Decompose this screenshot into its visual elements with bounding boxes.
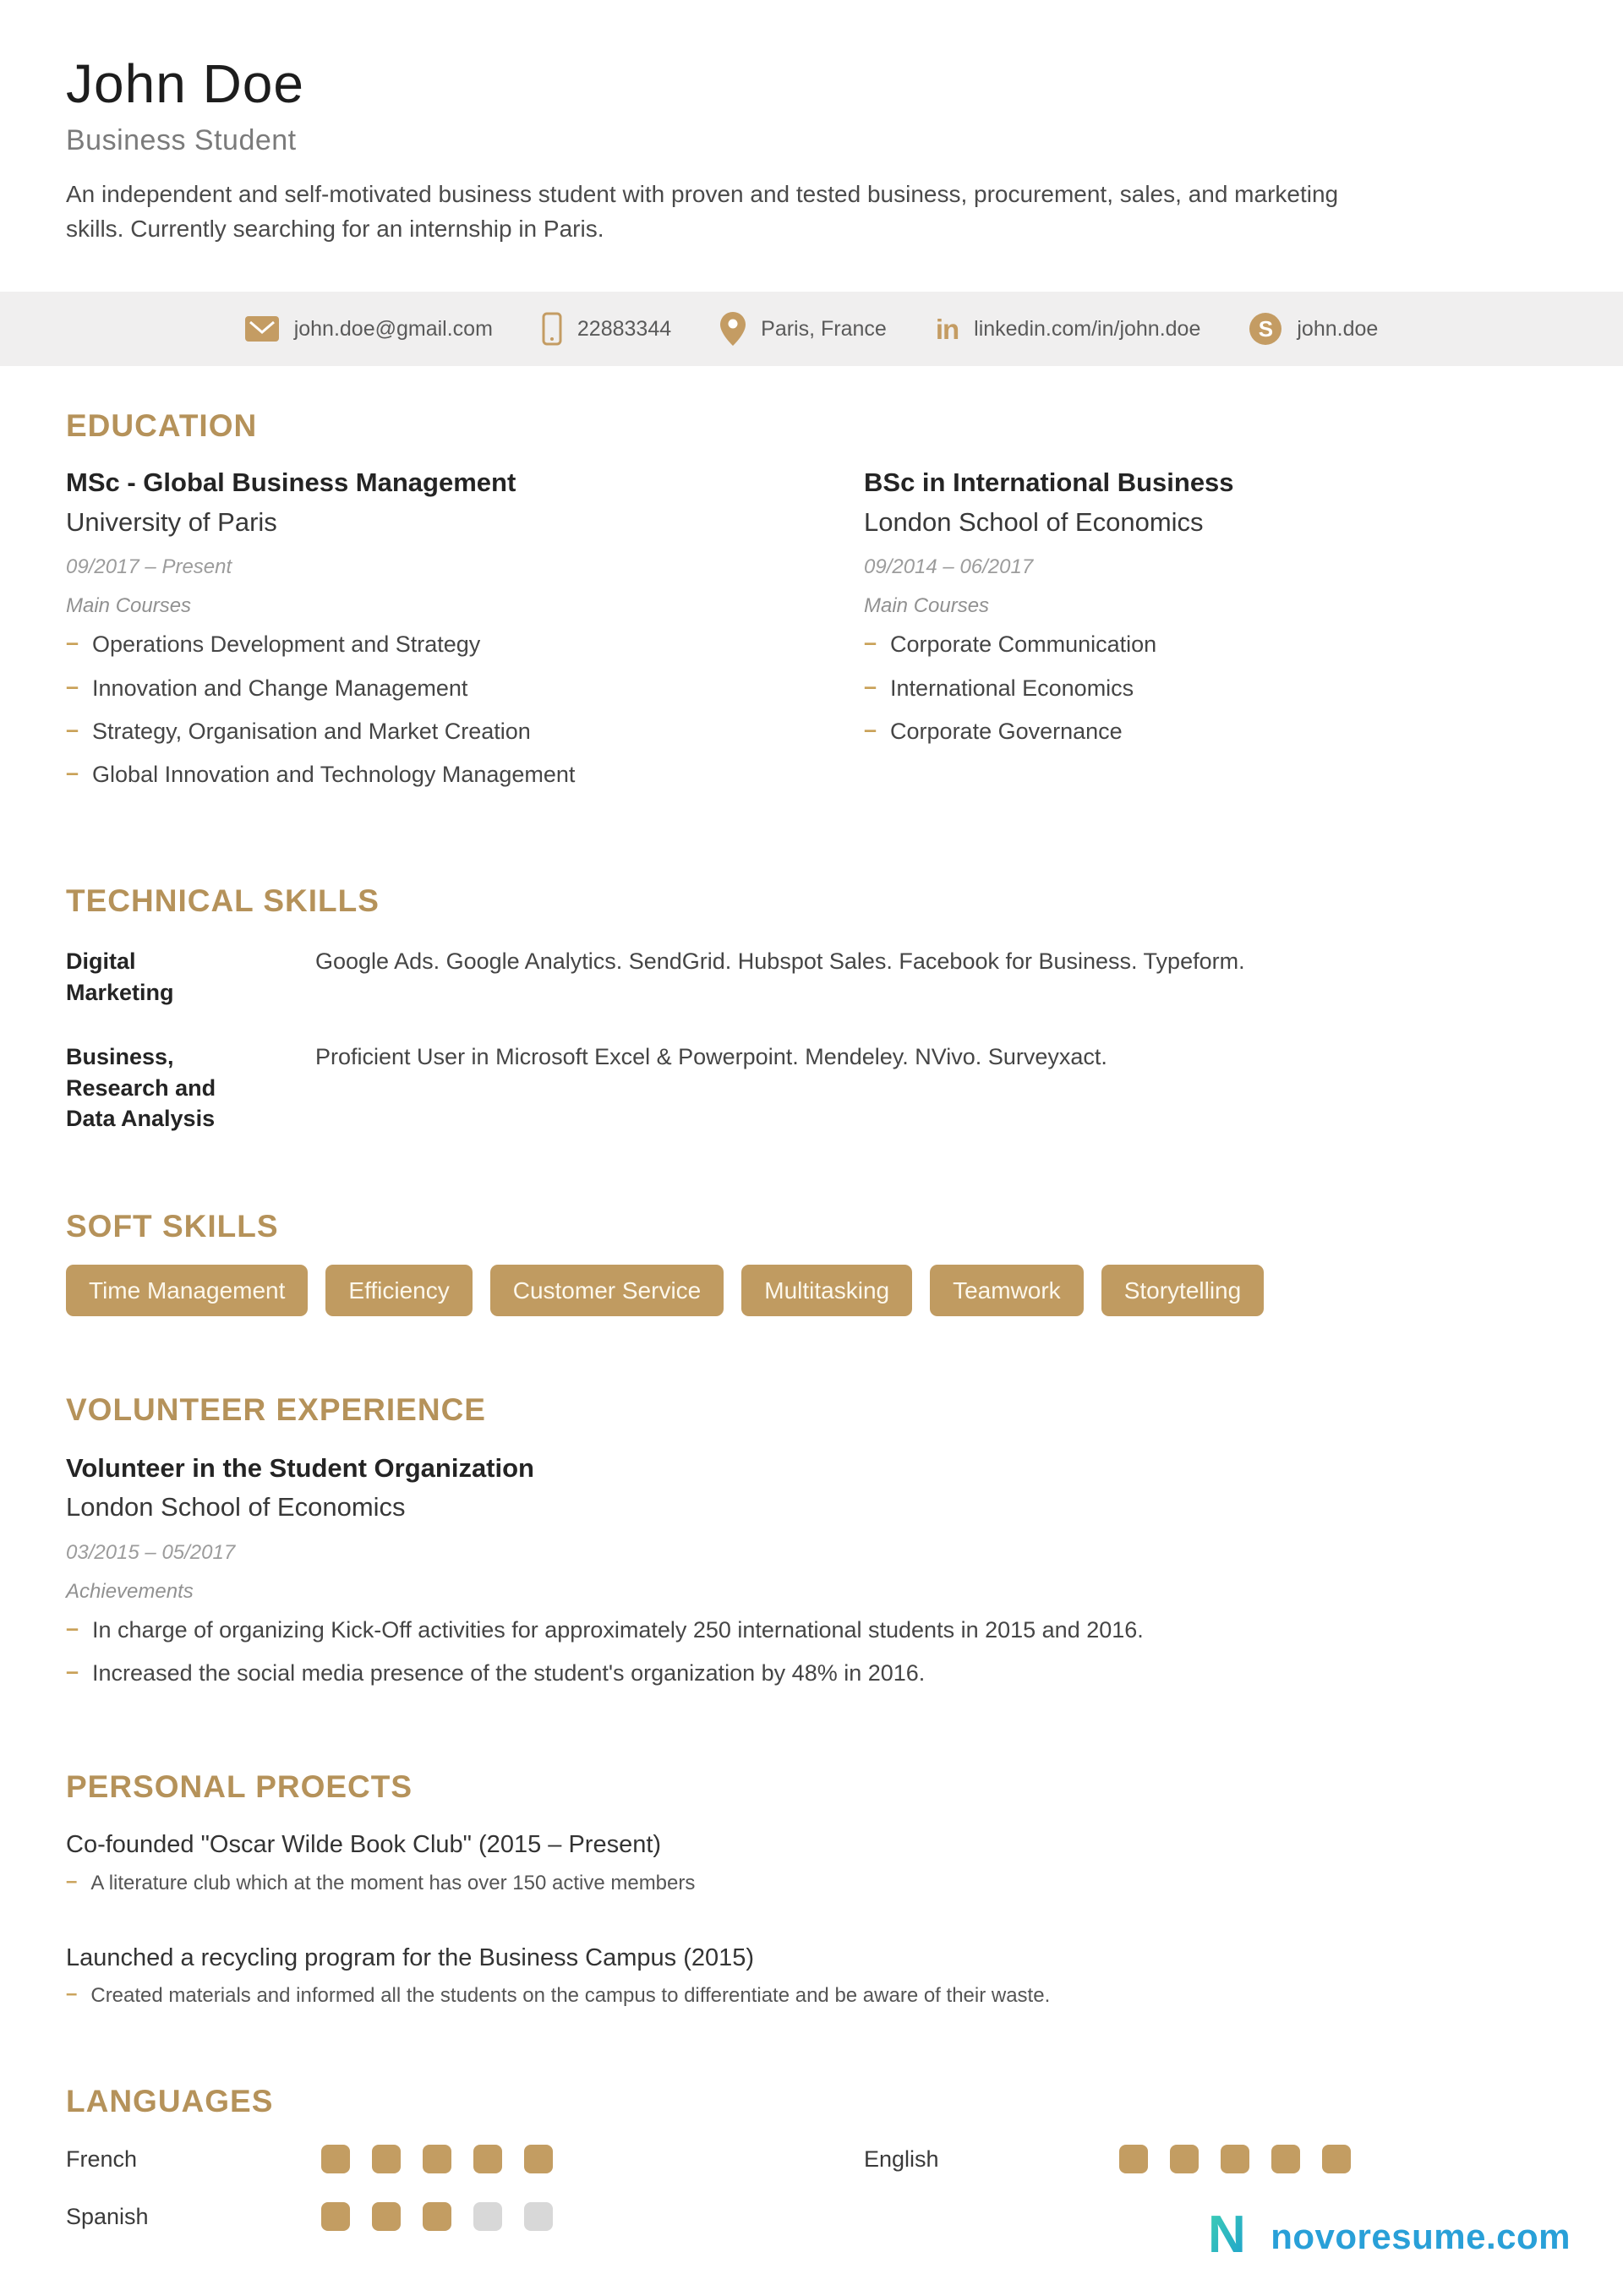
- language-name: English: [864, 2146, 939, 2172]
- language-name: French: [66, 2146, 138, 2172]
- achievement-text: – In charge of organizing Kick-Off activities for approximately 250 international students in 2015 and 2016.: [92, 1617, 1144, 1643]
- project-details: [66, 1870, 1557, 1896]
- email-icon: [245, 316, 279, 342]
- job-title: Business Student: [66, 124, 297, 157]
- achievements-label: Achievements: [66, 1580, 194, 1604]
- novoresume-wordmark: novoresume.com: [1271, 2216, 1571, 2256]
- course-text: – Corporate Communication: [890, 631, 1157, 658]
- linkedin-icon: in: [935, 313, 959, 345]
- volunteer-org: London School of Economics: [66, 1492, 406, 1522]
- list-item: [864, 674, 1557, 703]
- skill-badge: Storytelling: [1101, 1265, 1265, 1316]
- skill-category: Digital Marketing: [66, 948, 174, 1005]
- language-level-square: [1322, 2145, 1351, 2173]
- section-soft-skills: [66, 1209, 1557, 1317]
- education-columns: [66, 467, 1557, 803]
- skill-detail: Proficient User in Microsoft Excel & Powerpoint. Mendeley. NVivo. Surveyxact.: [315, 1044, 1107, 1070]
- novoresume-logo[interactable]: [1206, 2208, 1571, 2265]
- school-name: University of Paris: [66, 506, 277, 537]
- skype-icon: S: [1249, 313, 1281, 345]
- project-title: Co-founded "Oscar Wilde Book Club" (2015 – Present): [66, 1830, 662, 1858]
- list-item: [66, 1659, 1557, 1688]
- list-item: [864, 630, 1557, 659]
- list-item: [864, 717, 1557, 746]
- date-range: 09/2014 – 06/2017: [864, 555, 1034, 579]
- contact-linkedin[interactable]: [936, 315, 1201, 343]
- date-range: 03/2015 – 05/2017: [66, 1541, 236, 1565]
- soft-skills-heading: SOFT SKILLS: [66, 1208, 279, 1244]
- course-text: – Operations Development and Strategy: [92, 631, 481, 658]
- skill-badge: Teamwork: [930, 1265, 1084, 1316]
- skill-badge: Customer Service: [490, 1265, 724, 1316]
- technical-skills-rows: [66, 946, 1557, 1134]
- contact-email[interactable]: [245, 316, 493, 342]
- project-detail-text: – A literature club which at the moment has over 150 active members: [90, 1871, 696, 1894]
- language-row: [66, 2202, 864, 2231]
- education-entry: [864, 467, 1557, 803]
- svg-text:N: N: [1208, 2208, 1246, 2260]
- contact-skype[interactable]: [1249, 313, 1378, 345]
- list-item: [66, 717, 864, 746]
- language-level-square: [473, 2202, 502, 2231]
- header: [0, 0, 1623, 246]
- projects-heading: PERSONAL PROECTS: [66, 1769, 413, 1805]
- school-name: London School of Economics: [864, 506, 1204, 537]
- section-education: [66, 408, 1557, 802]
- courses-label: Main Courses: [66, 594, 192, 618]
- volunteer-heading: VOLUNTEER EXPERIENCE: [66, 1392, 486, 1428]
- language-level-square: [1170, 2145, 1199, 2173]
- course-text: – International Economics: [890, 675, 1134, 701]
- section-personal-projects: [66, 1769, 1557, 2009]
- courses-label: Main Courses: [864, 594, 990, 618]
- contact-location-label: Paris, France: [761, 316, 887, 341]
- skill-badge: Multitasking: [741, 1265, 912, 1316]
- course-text: – Innovation and Change Management: [92, 675, 468, 701]
- project-details: [66, 1982, 1557, 2009]
- list-item: [66, 1615, 1557, 1645]
- skill-category: Business, Research and Data Analysis: [66, 1044, 216, 1132]
- skill-row: [66, 946, 1557, 1008]
- volunteer-title: Volunteer in the Student Organization: [66, 1452, 534, 1483]
- courses-list: [864, 630, 1557, 746]
- education-heading: EDUCATION: [66, 408, 258, 444]
- list-item: [66, 630, 864, 659]
- language-row: [864, 2145, 1557, 2173]
- skill-badge: Time Management: [66, 1265, 308, 1316]
- list-item: [66, 674, 864, 703]
- courses-list: [66, 630, 864, 789]
- section-technical-skills: [66, 883, 1557, 1134]
- section-volunteer: [66, 1392, 1557, 1688]
- language-level-square: [1271, 2145, 1300, 2173]
- skill-row: [66, 1041, 1557, 1134]
- list-item: [66, 760, 864, 790]
- language-row: [66, 2145, 864, 2173]
- achievements-list: [66, 1615, 1557, 1688]
- contact-location[interactable]: [720, 312, 887, 346]
- language-level-square: [1119, 2145, 1148, 2173]
- course-text: – Global Innovation and Technology Management: [92, 761, 576, 787]
- languages-left-column: [66, 2145, 864, 2231]
- language-level: [321, 2202, 864, 2231]
- language-level-square: [1221, 2145, 1249, 2173]
- skill-detail: Google Ads. Google Analytics. SendGrid. Hubspot Sales. Facebook for Business. Typeform.: [315, 948, 1245, 975]
- course-text: – Corporate Governance: [890, 718, 1123, 744]
- language-name: Spanish: [66, 2203, 149, 2229]
- language-level-square: [423, 2202, 451, 2231]
- language-level: [321, 2145, 864, 2173]
- contact-phone[interactable]: [542, 312, 671, 346]
- contact-skype-label: john.doe: [1297, 316, 1379, 341]
- summary-text: An independent and self-motivated business student with proven and tested business, procurement, sales, and marketing skills. Currently searching for an internship in Paris.: [66, 181, 1339, 242]
- language-level-square: [524, 2202, 553, 2231]
- phone-icon: [542, 312, 562, 346]
- course-text: – Strategy, Organisation and Market Creation: [92, 718, 531, 744]
- project-detail-text: – Created materials and informed all the students on the campus to differentiate and be aware of their waste.: [90, 1984, 1051, 2008]
- novoresume-n-icon: [1206, 2208, 1259, 2265]
- person-name: John Doe: [66, 53, 304, 114]
- list-item: [66, 1870, 1557, 1896]
- technical-skills-heading: TECHNICAL SKILLS: [66, 883, 380, 918]
- language-level-square: [372, 2145, 401, 2173]
- language-level-square: [524, 2145, 553, 2173]
- date-range: 09/2017 – Present: [66, 555, 232, 579]
- project-title: Launched a recycling program for the Business Campus (2015): [66, 1943, 755, 1971]
- language-level-square: [372, 2202, 401, 2231]
- language-level-square: [321, 2145, 350, 2173]
- education-entry: [66, 467, 864, 803]
- degree-title: MSc - Global Business Management: [66, 467, 516, 497]
- main-content: [0, 408, 1623, 2231]
- achievement-text: – Increased the social media presence of the student's organization by 48% in 2016.: [92, 1660, 926, 1686]
- language-level-square: [423, 2145, 451, 2173]
- contact-linkedin-label: linkedin.com/in/john.doe: [974, 316, 1201, 341]
- list-item: [66, 1982, 1557, 2009]
- degree-title: BSc in International Business: [864, 467, 1234, 497]
- language-level-square: [321, 2202, 350, 2231]
- contact-email-label: john.doe@gmail.com: [293, 316, 493, 341]
- contact-phone-label: 22883344: [577, 316, 672, 341]
- languages-heading: LANGUAGES: [66, 2083, 274, 2118]
- contact-bar: [0, 292, 1623, 366]
- location-pin-icon: [720, 312, 746, 346]
- soft-skill-badges: [66, 1265, 1557, 1316]
- language-level: [1119, 2145, 1557, 2173]
- language-level-square: [473, 2145, 502, 2173]
- skill-badge: Efficiency: [325, 1265, 472, 1316]
